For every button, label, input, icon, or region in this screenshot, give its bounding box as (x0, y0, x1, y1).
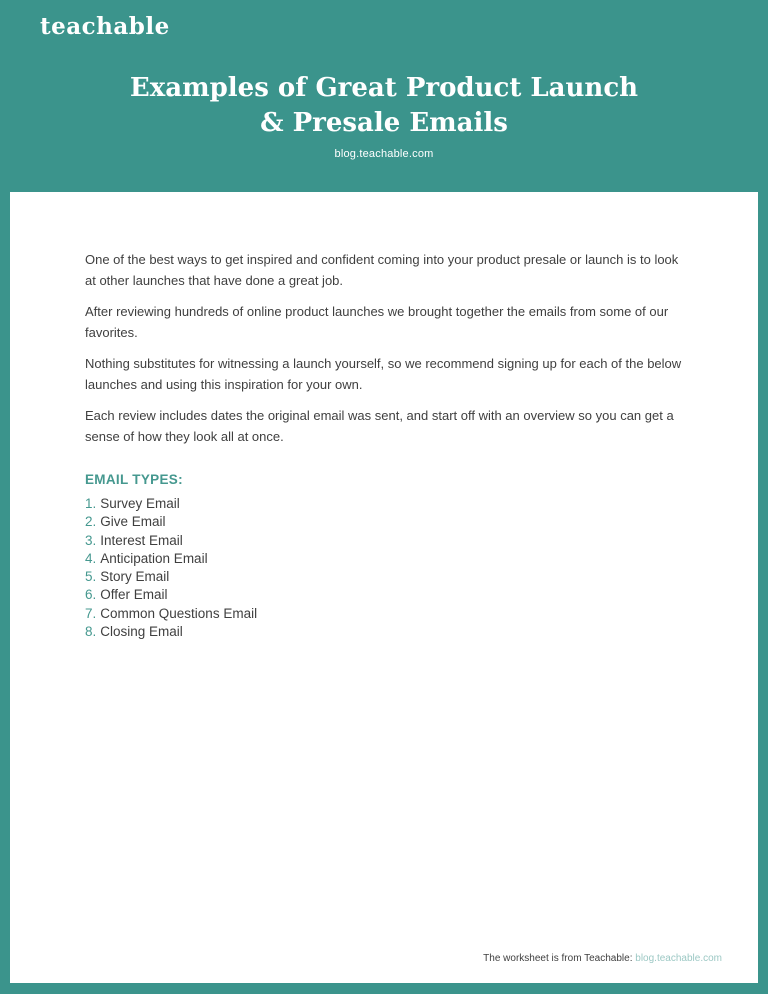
page-title-line1: Examples of Great Product Launch (129, 73, 639, 103)
email-types-section (85, 472, 688, 641)
list-item-label: Give Email (100, 514, 166, 530)
list-item (85, 513, 688, 531)
list-item (85, 605, 688, 623)
list-item (85, 623, 688, 641)
list-item-number: 4. (85, 550, 97, 566)
list-item-number: 7. (85, 605, 97, 621)
list-item-label: Offer Email (100, 587, 168, 603)
content-card (10, 192, 758, 983)
footer-text: The worksheet is from Teachable: (483, 953, 636, 964)
teachable-logo: teachable (40, 13, 170, 40)
email-types-heading: EMAIL TYPES: (85, 472, 183, 487)
list-item (85, 495, 688, 513)
list-item-label: Survey Email (100, 496, 180, 511)
list-item-number: 2. (85, 514, 97, 530)
list-item-label: Anticipation Email (100, 550, 208, 566)
list-item-number: 1. (85, 496, 97, 511)
header-subtitle-url: blog.teachable.com (334, 148, 434, 160)
list-item-label: Story Email (100, 569, 170, 585)
intro-paragraph-2: After reviewing hundreds of online product launches we brought together the emails from some of our favorites. (85, 304, 669, 340)
list-item-number: 8. (85, 624, 97, 640)
list-item-label: Closing Email (100, 624, 183, 640)
footer-attribution (483, 953, 722, 964)
intro-paragraph-1: One of the best ways to get inspired and confident coming into your product presale or launch is to look at other launches that have done a great job. (85, 252, 679, 288)
page-title-line2: & Presale Emails (260, 108, 508, 138)
header (0, 0, 768, 192)
list-item-number: 3. (85, 532, 97, 548)
card-body (10, 192, 758, 641)
list-item (85, 586, 688, 604)
list-item-number: 5. (85, 569, 97, 585)
list-item (85, 532, 688, 550)
email-types-list (85, 495, 688, 641)
footer-link[interactable]: blog.teachable.com (635, 953, 722, 964)
intro-paragraph-4: Each review includes dates the original email was sent, and start off with an overview so you can get a sense of how they look all at once. (85, 408, 674, 444)
list-item (85, 550, 688, 568)
list-item-label: Interest Email (100, 532, 183, 548)
list-item (85, 568, 688, 586)
page-title (0, 71, 768, 141)
list-item-label: Common Questions Email (100, 605, 258, 621)
list-item-number: 6. (85, 587, 97, 603)
intro-paragraph-3: Nothing substitutes for witnessing a launch yourself, so we recommend signing up for each of the below launches and using this inspiration for your own. (85, 356, 682, 392)
